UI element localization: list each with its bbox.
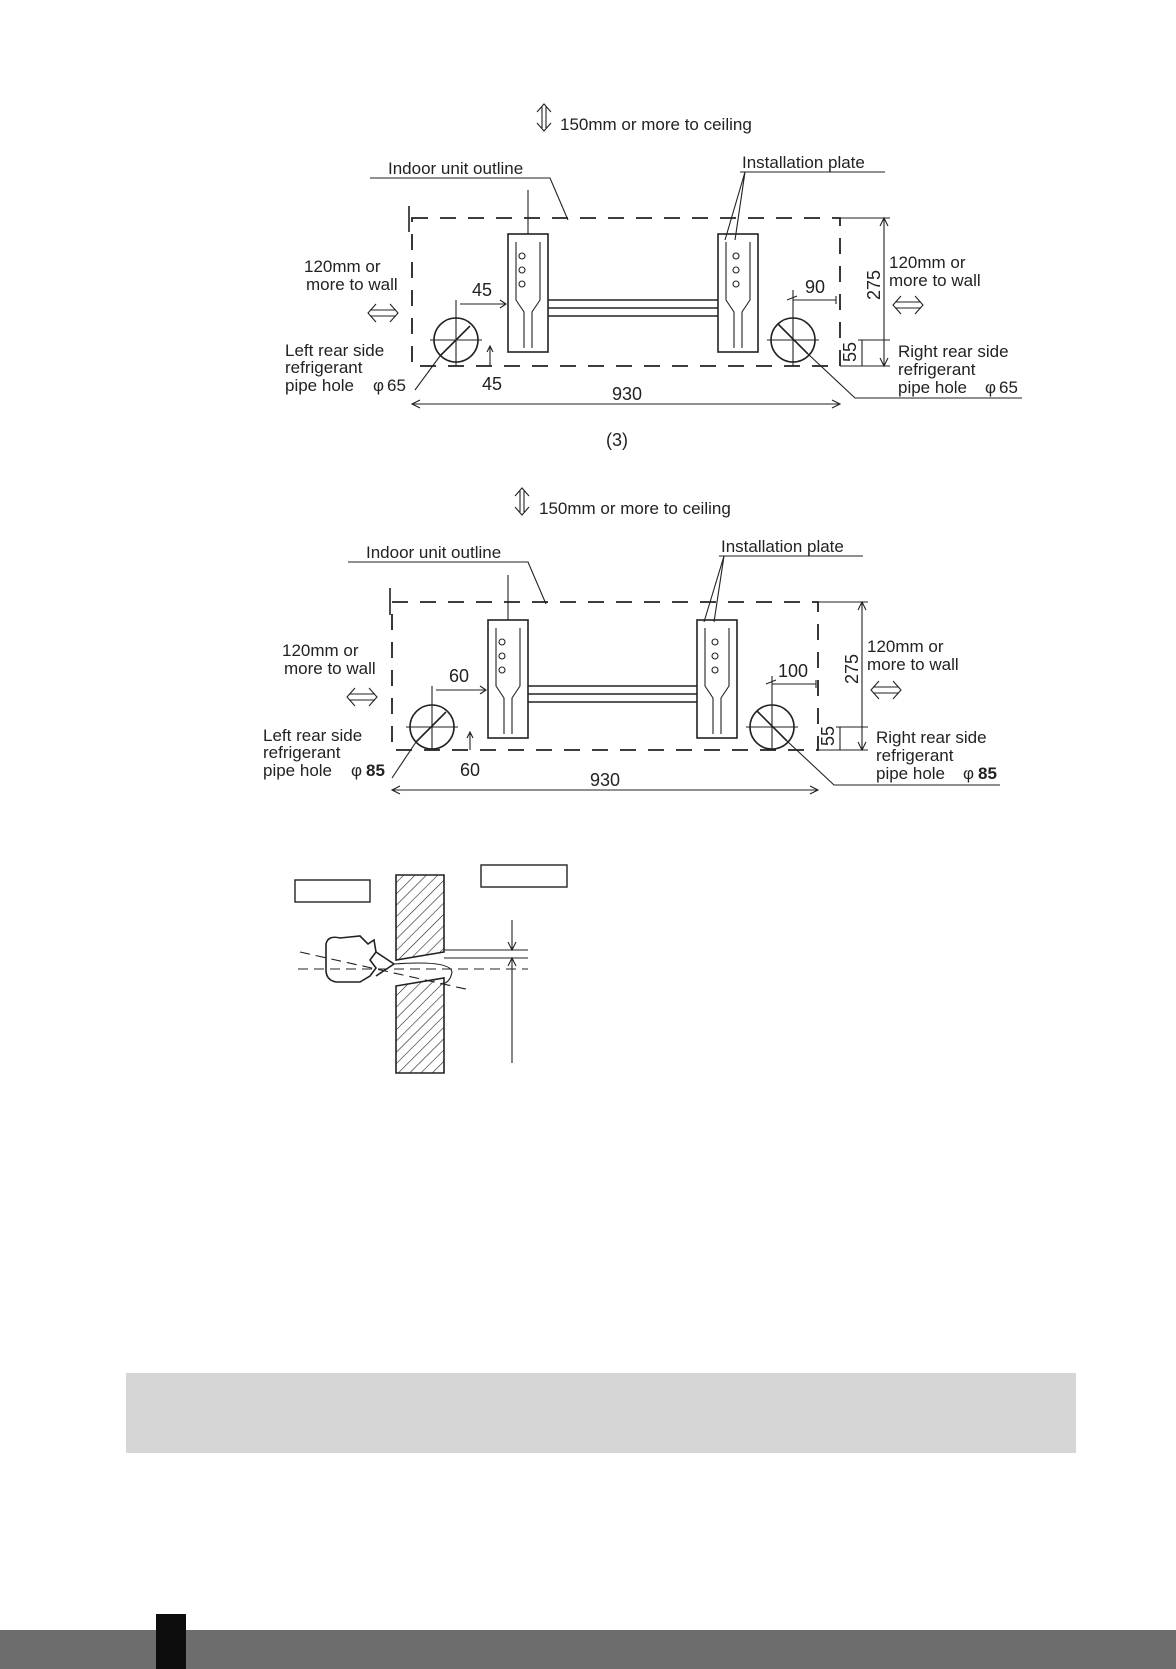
left-hole-label-2: refrigerant xyxy=(285,358,363,377)
right-hole-label-1: Right rear side xyxy=(898,342,1009,361)
left-hole-label-1: Left rear side xyxy=(285,341,385,360)
left-hole-diameter: 85 xyxy=(366,761,385,780)
right-hole-label-3: pipe hole xyxy=(876,764,946,783)
dim-right-horizontal: 90 xyxy=(805,277,826,297)
right-wall-label-2: more to wall xyxy=(867,655,959,674)
right-hole-label-1: Right rear side xyxy=(876,728,987,747)
right-hole-label-2: refrigerant xyxy=(898,360,976,379)
dim-left-horizontal: 60 xyxy=(449,666,470,686)
left-hole-label-3: pipe hole xyxy=(285,376,355,395)
left-wall-arrow-icon xyxy=(347,688,377,706)
right-hole-label-3: pipe hole xyxy=(898,378,968,397)
phi-symbol: φ xyxy=(351,761,363,780)
outdoor-label-box xyxy=(481,865,567,887)
dim-left-vertical: 45 xyxy=(482,374,503,394)
dim-width: 930 xyxy=(612,384,643,404)
dim-width: 930 xyxy=(590,770,621,790)
wall-section xyxy=(396,875,444,1073)
right-wall-label-1: 120mm or xyxy=(889,253,966,272)
left-pipe-hole xyxy=(415,300,482,390)
dim-bottom-right: 55 xyxy=(840,341,860,362)
phi-symbol: φ xyxy=(963,764,975,783)
footer-tab xyxy=(156,1614,186,1669)
installation-diagram-4 xyxy=(0,480,1176,820)
left-wall-label-1: 120mm or xyxy=(304,257,381,276)
left-pipe-hole xyxy=(392,686,458,778)
left-hole-label-1: Left rear side xyxy=(263,726,363,745)
installation-diagram-3 xyxy=(0,90,1176,450)
left-hole-label-2: refrigerant xyxy=(263,743,341,762)
right-hole-label-2: refrigerant xyxy=(876,746,954,765)
right-wall-label-1: 120mm or xyxy=(867,637,944,656)
dim-left-horizontal: 45 xyxy=(472,280,493,300)
right-hole-diameter: 65 xyxy=(999,378,1018,397)
dim-height: 275 xyxy=(864,269,884,300)
left-wall-arrow-icon xyxy=(368,304,398,322)
dim-left-vertical: 60 xyxy=(460,760,481,780)
phi-symbol: φ xyxy=(373,376,385,395)
ceiling-clearance-label: 150mm or more to ceiling xyxy=(560,115,752,134)
installation-plate-label: Installation plate xyxy=(742,153,865,172)
left-hole-diameter: 65 xyxy=(387,376,406,395)
phi-symbol: φ xyxy=(985,378,997,397)
dim-right-horizontal: 100 xyxy=(778,661,809,681)
figure-caption: (3) xyxy=(606,430,628,450)
indoor-outline-label: Indoor unit outline xyxy=(366,543,502,562)
right-wall-arrow-icon xyxy=(893,296,923,314)
left-wall-label-1: 120mm or xyxy=(282,641,359,660)
installation-plate-label: Installation plate xyxy=(721,537,844,556)
left-wall-label-2: more to wall xyxy=(306,275,398,294)
ceiling-arrow-icon xyxy=(537,104,551,131)
left-wall-label-2: more to wall xyxy=(284,659,376,678)
right-wall-arrow-icon xyxy=(871,681,901,699)
ceiling-arrow-icon xyxy=(515,488,529,515)
installation-plate xyxy=(508,190,758,352)
right-hole-diameter: 85 xyxy=(978,764,997,783)
dim-height: 275 xyxy=(842,653,862,684)
indoor-label-box xyxy=(295,880,370,902)
installation-plate xyxy=(488,575,737,738)
dim-bottom-right: 55 xyxy=(818,725,838,746)
note-banner xyxy=(126,1373,1076,1453)
left-hole-label-3: pipe hole xyxy=(263,761,333,780)
wall-drilling-diagram xyxy=(0,850,1176,1090)
indoor-outline-label: Indoor unit outline xyxy=(388,159,524,178)
ceiling-clearance-label: 150mm or more to ceiling xyxy=(539,499,731,518)
right-wall-label-2: more to wall xyxy=(889,271,981,290)
